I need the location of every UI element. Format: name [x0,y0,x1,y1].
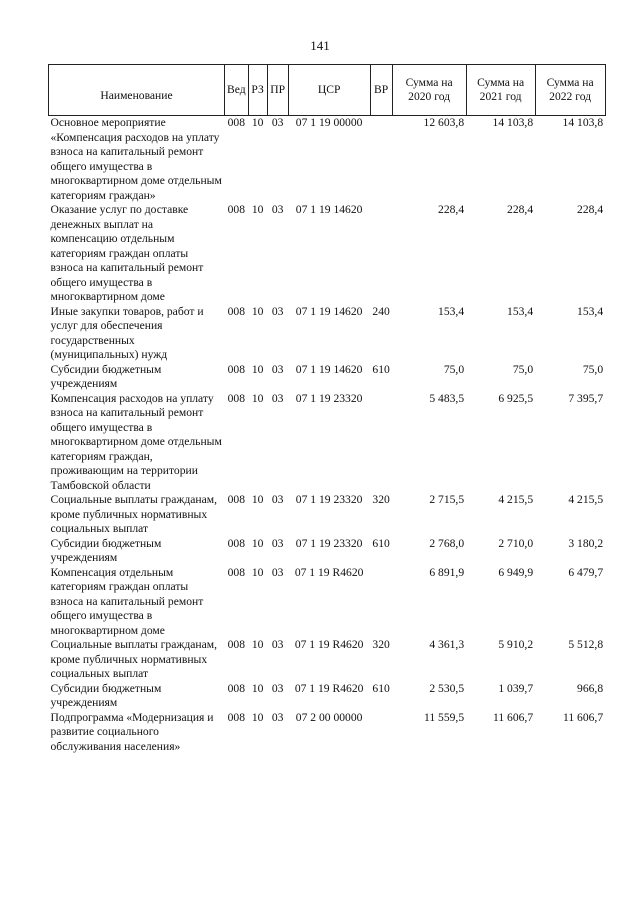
cell-pr: 03 [271,116,284,129]
cell-sum-2020: 6 891,9 [429,565,465,579]
cell-ved: 008 [227,638,245,651]
cell-csr: 07 1 19 R4620 [294,565,364,579]
cell-sum-2020: 2 768,0 [429,536,465,550]
header-sum-2022: Сумма на 2022 год [535,65,605,116]
cell-ved: 008 [227,493,245,506]
table-row [49,305,606,363]
cell-csr: 07 1 19 14620 [295,362,363,376]
cell-sum-2022: 966,8 [577,681,604,695]
cell-ved: 008 [227,203,245,216]
header-pr: ПР [267,65,288,116]
cell-rz: 10 [251,536,264,550]
cell-pr: 03 [271,203,284,216]
cell-csr: 07 1 19 23320 [295,391,363,405]
table-row [49,566,606,639]
header-ved: Вед [225,65,249,116]
cell-csr: 07 1 19 R4620 [294,638,364,651]
cell-pr: 03 [271,565,284,579]
cell-ved: 008 [227,304,245,318]
cell-sum-2021: 5 910,2 [498,638,534,651]
table-row [49,493,606,537]
cell-sum-2020: 228,4 [438,203,465,216]
cell-ved: 008 [227,565,245,579]
cell-sum-2022: 6 479,7 [568,565,604,579]
cell-pr: 03 [271,536,284,550]
cell-ved: 008 [227,681,245,695]
cell-sum-2022: 11 606,7 [562,710,604,724]
budget-table [48,64,606,754]
table-body [49,116,606,755]
cell-sum-2021: 14 103,8 [492,116,534,129]
cell-sum-2022: 4 215,5 [568,493,604,506]
cell-sum-2022: 75,0 [582,362,604,376]
cell-rz: 10 [251,493,264,506]
cell-name: Иные закупки товаров, работ и услуг для обеспечения государственных (муниципальных) нужд [50,304,204,361]
cell-name: Социальные выплаты гражданам, кроме публичных нормативных социальных выплат [50,493,217,535]
cell-sum-2022: 14 103,8 [562,116,604,129]
cell-sum-2021: 6 925,5 [498,391,534,405]
cell-rz: 10 [251,681,264,695]
cell-sum-2020: 153,4 [438,304,465,318]
cell-sum-2021: 11 606,7 [492,710,534,724]
cell-sum-2020: 12 603,8 [423,116,465,129]
cell-vr: 610 [372,681,390,695]
cell-csr: 07 1 19 23320 [295,536,363,550]
cell-sum-2020: 11 559,5 [423,710,465,724]
cell-ved: 008 [227,536,245,550]
cell-csr: 07 1 19 00000 [295,116,363,129]
cell-sum-2020: 75,0 [443,362,465,376]
table-row [49,363,606,392]
header-vr: ВР [370,65,392,116]
table-row [49,638,606,682]
table-row [49,682,606,711]
cell-pr: 03 [271,304,284,318]
cell-pr: 03 [271,681,284,695]
cell-name: Основное мероприятие «Компенсация расходов на уплату взноса на капитальный ремонт общего имущества в многоквартирном доме отдельным категориям граждан» [50,116,222,202]
cell-vr: 320 [372,638,390,651]
cell-csr: 07 1 19 23320 [295,493,363,506]
cell-sum-2021: 1 039,7 [498,681,534,695]
cell-sum-2022: 5 512,8 [568,638,604,651]
cell-rz: 10 [251,203,264,216]
table-row [49,203,606,305]
cell-name: Субсидии бюджетным учреждениям [50,362,162,390]
cell-name: Компенсация отдельным категориям граждан оплаты взноса на капитальный ремонт общего имущества в многоквартирном доме [50,565,204,637]
cell-rz: 10 [251,638,264,651]
cell-sum-2020: 4 361,3 [429,638,465,651]
cell-name: Оказание услуг по доставке денежных выплат на компенсацию отдельным категориям граждан оплаты взноса на капитальный ремонт общего имущества в многоквартирном доме [50,203,204,303]
cell-name: Подпрограмма «Модернизация и развитие социального обслуживания населения» [50,710,214,753]
cell-rz: 10 [251,304,264,318]
cell-vr [370,203,392,305]
cell-name: Социальные выплаты гражданам, кроме публичных нормативных социальных выплат [50,638,217,680]
cell-sum-2021: 6 949,9 [498,565,534,579]
page-number: 141 [310,38,330,53]
cell-sum-2022: 228,4 [577,203,604,216]
header-name: Наименование [49,65,225,116]
cell-rz: 10 [251,391,264,405]
cell-ved: 008 [227,362,245,376]
header-csr: ЦСР [288,65,370,116]
cell-vr: 240 [372,304,390,318]
cell-vr: 320 [372,493,390,506]
cell-sum-2020: 2 715,5 [429,493,465,506]
cell-sum-2021: 75,0 [512,362,534,376]
cell-csr: 07 1 19 R4620 [294,681,364,695]
cell-sum-2021: 228,4 [507,203,534,216]
table-row [49,537,606,566]
cell-sum-2022: 3 180,2 [568,536,604,550]
cell-rz: 10 [251,565,264,579]
cell-sum-2021: 153,4 [507,304,534,318]
header-rz: РЗ [248,65,267,116]
cell-rz: 10 [251,362,264,376]
table-row [49,392,606,494]
cell-sum-2021: 2 710,0 [498,536,534,550]
table-row [49,116,606,204]
cell-rz: 10 [251,116,264,129]
cell-ved: 008 [227,116,245,129]
cell-rz: 10 [251,710,264,724]
cell-csr: 07 1 19 14620 [295,304,363,318]
cell-pr: 03 [271,391,284,405]
cell-vr [370,392,392,494]
cell-vr: 610 [372,536,390,550]
cell-pr: 03 [271,638,284,651]
cell-csr: 07 1 19 14620 [295,203,363,216]
cell-sum-2022: 153,4 [577,304,604,318]
cell-sum-2022: 7 395,7 [568,391,604,405]
cell-pr: 03 [271,493,284,506]
cell-vr [370,711,392,755]
cell-csr: 07 2 00 00000 [295,710,363,724]
cell-name: Субсидии бюджетным учреждениям [50,681,162,709]
cell-vr [370,116,392,204]
cell-sum-2021: 4 215,5 [498,493,534,506]
header-sum-2020: Сумма на 2020 год [392,65,466,116]
cell-vr [370,566,392,639]
table-header [49,65,606,116]
table-row [49,711,606,755]
cell-pr: 03 [271,710,284,724]
cell-sum-2020: 5 483,5 [429,391,465,405]
cell-ved: 008 [227,391,245,405]
cell-name: Субсидии бюджетным учреждениям [50,536,162,564]
cell-name: Компенсация расходов на уплату взноса на капитальный ремонт общего имущества в многоквартирном доме отдельным категориям граждан, проживающим на территории Тамбовской области [50,391,222,492]
cell-sum-2020: 2 530,5 [429,681,465,695]
cell-pr: 03 [271,362,284,376]
cell-ved: 008 [227,710,245,724]
cell-vr: 610 [372,362,390,376]
header-sum-2021: Сумма на 2021 год [466,65,535,116]
